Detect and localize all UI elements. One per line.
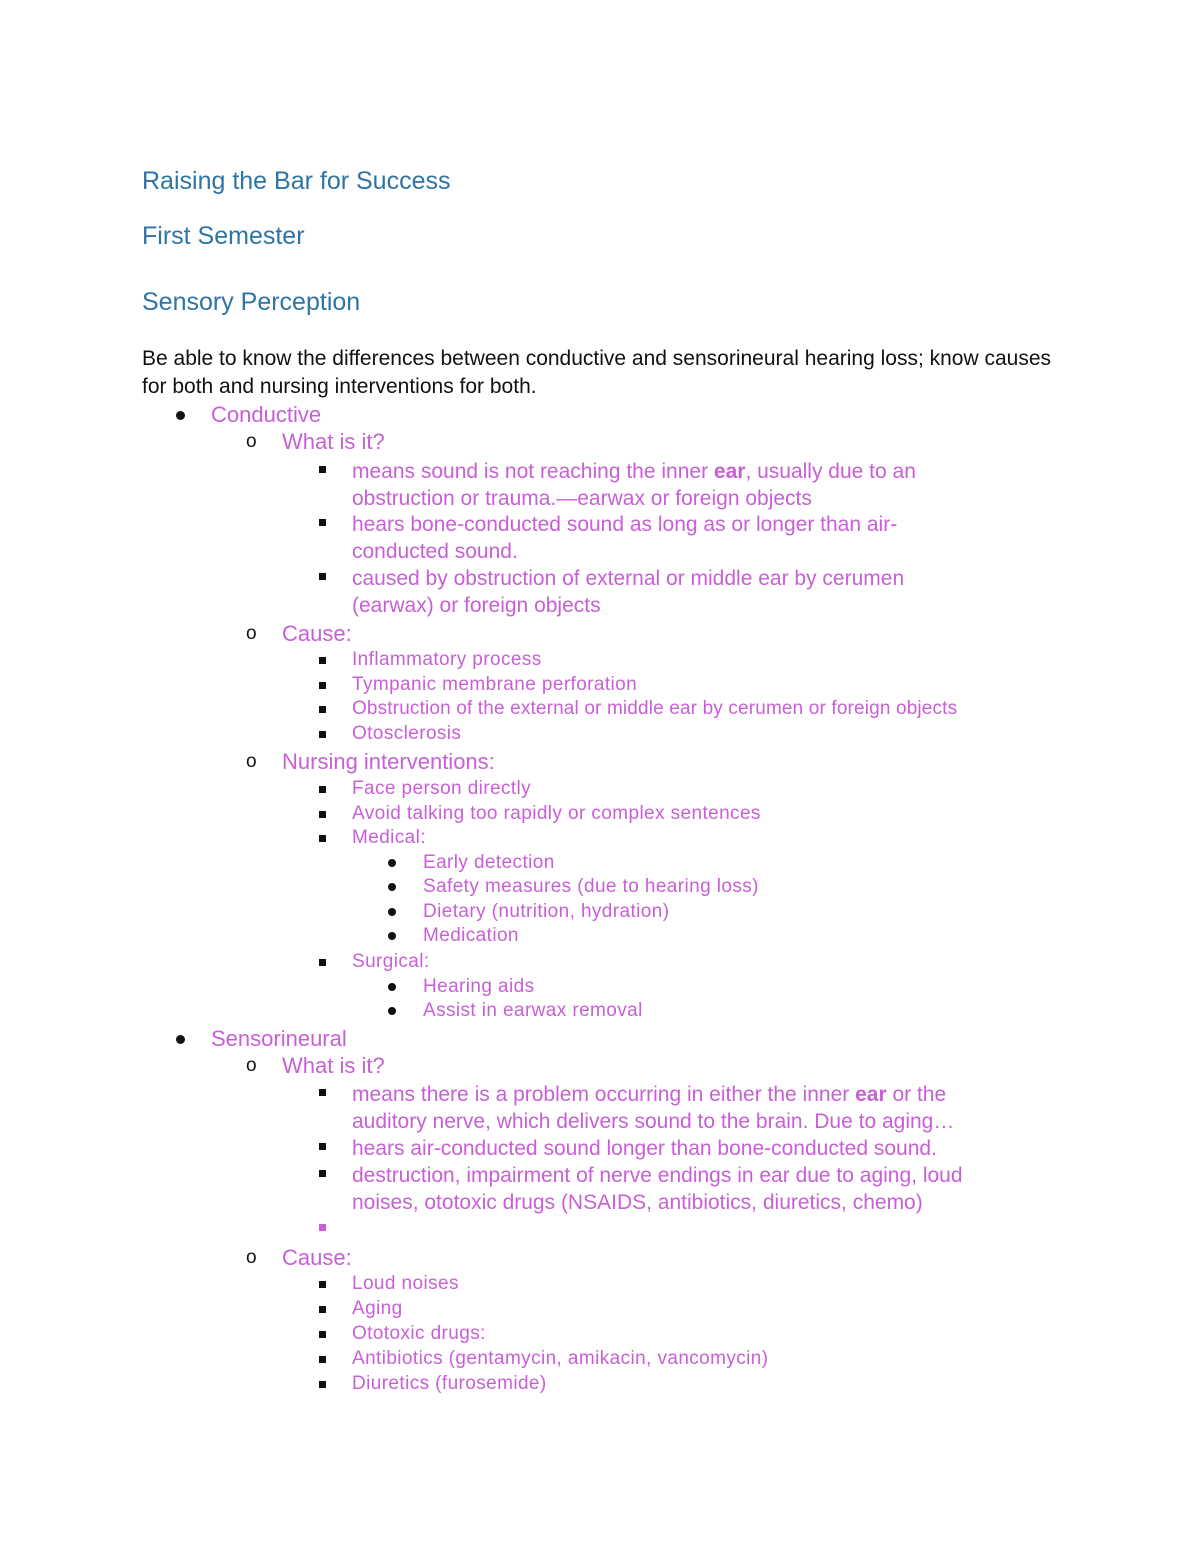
intro-paragraph: Be able to know the differences between conductive and sensorineural hearing loss; know causes for both and nursing interventions for both.	[142, 347, 1052, 398]
list-item-text: Face person directly	[352, 778, 532, 799]
list-item-text: means there is a problem occurring in either the inner ear or the auditory nerve, which delivers sound to the brain. Due to aging…	[352, 1083, 955, 1133]
list-item-label: Nursing interventions:	[282, 749, 495, 774]
list-item-text: Loud noises	[352, 1273, 459, 1294]
square-bullet-icon	[319, 519, 326, 526]
list-item-text: Hearing aids	[423, 976, 535, 997]
bullet-o-icon: o	[246, 623, 257, 644]
list-item-label: Sensorineural	[211, 1026, 347, 1051]
list-item-text: Medical:	[352, 827, 426, 848]
square-bullet-icon	[319, 1224, 326, 1231]
square-bullet-icon	[319, 1281, 326, 1288]
list-item-text: Avoid talking too rapidly or complex sentences	[352, 803, 761, 824]
list-item-label: Cause:	[282, 1245, 352, 1270]
bullet-icon	[388, 883, 396, 891]
document-subtitle: First Semester	[142, 222, 305, 250]
bullet-icon	[388, 859, 396, 867]
square-bullet-icon	[319, 835, 326, 842]
bullet-icon	[176, 1035, 185, 1044]
bullet-icon	[388, 983, 396, 991]
square-bullet-icon	[319, 682, 326, 689]
square-bullet-icon	[319, 1381, 326, 1388]
list-item-text: Early detection	[423, 852, 555, 873]
document-title: Raising the Bar for Success	[142, 167, 451, 195]
list-item-text: Medication	[423, 925, 519, 946]
list-item-text: destruction, impairment of nerve endings in ear due to aging, loud noises, ototoxic drugs (NSAIDS, antibiotics, diuretics, chemo)	[352, 1164, 963, 1214]
list-item-label: Conductive	[211, 402, 322, 427]
list-item-text: Tympanic membrane perforation	[352, 674, 638, 695]
list-item-label: Cause:	[282, 621, 352, 646]
list-item-text: Otosclerosis	[352, 723, 462, 744]
list-item-text: Obstruction of the external or middle ear by cerumen or foreign objects	[352, 698, 958, 719]
bullet-o-icon: o	[246, 1247, 257, 1268]
list-item-text: Inflammatory process	[352, 649, 542, 670]
list-item-label: What is it?	[282, 1053, 385, 1078]
list-item-text: hears bone-conducted sound as long as or longer than air- conducted sound.	[352, 513, 898, 563]
list-item-text: Ototoxic drugs:	[352, 1323, 486, 1344]
bullet-o-icon: o	[246, 431, 257, 452]
list-item-text: caused by obstruction of external or middle ear by cerumen (earwax) or foreign objects	[352, 567, 905, 617]
list-item-text: Surgical:	[352, 951, 430, 972]
bullet-icon	[388, 908, 396, 916]
section-heading: Sensory Perception	[142, 288, 361, 316]
bullet-o-icon: o	[246, 751, 257, 772]
list-item-text: Assist in earwax removal	[423, 1000, 643, 1021]
bullet-icon	[388, 932, 396, 940]
square-bullet-icon	[319, 1306, 326, 1313]
list-item-text: hears air-conducted sound longer than bone-conducted sound.	[352, 1137, 937, 1160]
list-item-text: Antibiotics (gentamycin, amikacin, vancomycin)	[352, 1348, 769, 1369]
list-item-label: What is it?	[282, 429, 385, 454]
square-bullet-icon	[319, 657, 326, 664]
bullet-icon	[388, 1007, 396, 1015]
list-item-text: means sound is not reaching the inner ear, usually due to an obstruction or trauma.—earwax or foreign objects	[352, 460, 916, 510]
square-bullet-icon	[319, 573, 326, 580]
bullet-icon	[176, 411, 185, 420]
square-bullet-icon	[319, 1089, 326, 1096]
square-bullet-icon	[319, 1331, 326, 1338]
list-item-text: Safety measures (due to hearing loss)	[423, 876, 759, 897]
square-bullet-icon	[319, 1170, 326, 1177]
square-bullet-icon	[319, 811, 326, 818]
square-bullet-icon	[319, 1356, 326, 1363]
square-bullet-icon	[319, 786, 326, 793]
list-item-text: Diuretics (furosemide)	[352, 1373, 547, 1394]
square-bullet-icon	[319, 706, 326, 713]
list-item-text: Aging	[352, 1298, 403, 1319]
bullet-o-icon: o	[246, 1055, 257, 1076]
square-bullet-icon	[319, 466, 326, 473]
square-bullet-icon	[319, 1143, 326, 1150]
square-bullet-icon	[319, 959, 326, 966]
square-bullet-icon	[319, 731, 326, 738]
list-item-text: Dietary (nutrition, hydration)	[423, 901, 670, 922]
